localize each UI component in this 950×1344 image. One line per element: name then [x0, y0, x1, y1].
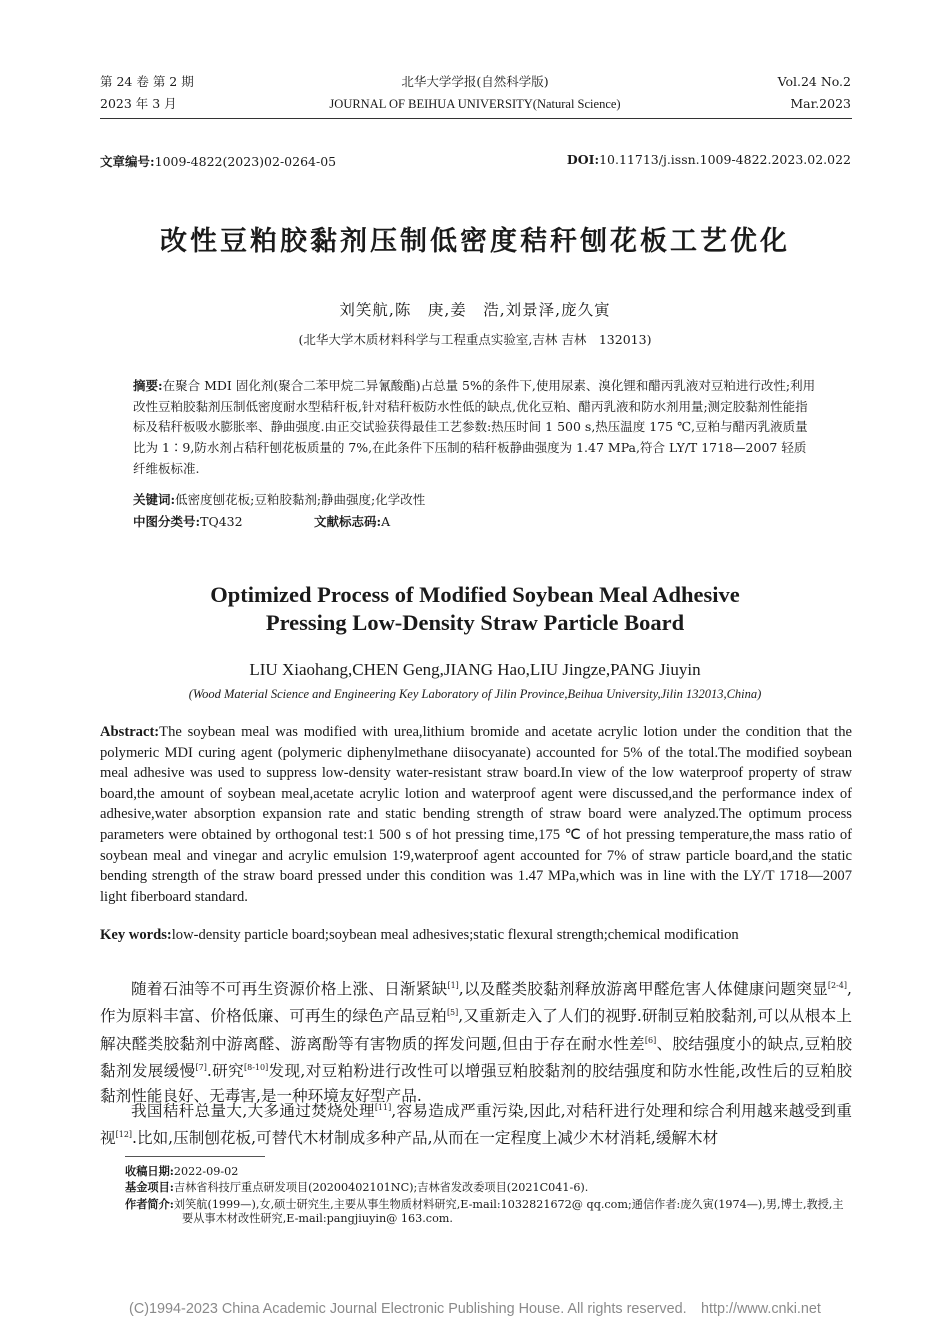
citation: [5] — [446, 1008, 459, 1018]
body-text: .比如,压制刨花板,可替代木材制成多种产品,从而在一定程度上减少木材消耗,缓解木材 — [132, 1129, 719, 1148]
body-text: 、胶结强度小的缺点,豆粕胶黏剂发展缓慢 — [100, 1034, 852, 1081]
header-rule — [100, 118, 852, 119]
clc-label: 中图分类号: — [133, 514, 201, 529]
doc-code-label: 文献标志码: — [314, 514, 382, 529]
citation: [2-4] — [827, 981, 848, 990]
keywords-cn — [133, 490, 818, 511]
keywords-en — [100, 925, 852, 946]
title-cn: 改性豆粕胶黏剂压制低密度秸秆刨花板工艺优化 — [160, 226, 790, 257]
keywords-en-text: low-density particle board;soybean meal adhesives;static flexural strength;chemical modification — [171, 927, 739, 943]
author-value: 刘笑航(1999—),女,硕士研究生,主要从事生物质材料研究,E-mail:1032821672@ qq.com;通信作者:庞久寅(1974—),男,博士,教授,主要从事木材改性研究,E-mail:pangjiuyin@ 163.com. — [173, 1198, 844, 1226]
affiliation-cn: (北华大学木质材料科学与工程重点实验室,吉林 吉林 132013) — [298, 332, 652, 347]
footnote-received — [125, 1164, 852, 1179]
footnote-author — [125, 1197, 852, 1227]
body-paragraph-2 — [100, 1096, 852, 1151]
title-en-line1: Optimized Process of Modified Soybean Meal Adhesive — [210, 582, 740, 607]
header-month-year: Mar.2023 — [790, 96, 851, 111]
abstract-cn-label: 摘要: — [133, 378, 163, 393]
fund-label: 基金项目: — [125, 1180, 174, 1194]
citation: [11] — [374, 1103, 392, 1112]
citation: [8-10] — [244, 1063, 269, 1073]
affiliation-en: (Wood Material Science and Engineering Key Laboratory of Jilin Province,Beihua University,Jilin 132013,China) — [188, 687, 762, 701]
doi-value: 10.11713/j.issn.1009-4822.2023.02.022 — [599, 152, 851, 167]
footnote-rule — [125, 1156, 265, 1157]
doi-label: DOI: — [566, 152, 600, 167]
body-text: 我国秸秆总量大,大多通过焚烧处理 — [131, 1102, 375, 1120]
body-text: ,又重新走入了人们的视野.研制豆粕胶黏剂,可以从根本上解决醛类胶黏剂中游离醛、游离酚等有害物质的挥发问题,但由于存在耐水性差 — [100, 1007, 852, 1053]
clc-number — [133, 512, 243, 530]
doi — [567, 152, 851, 167]
body-text: ,以及醛类胶黏剂释放游离甲醛危害人体健康问题突显 — [458, 980, 828, 998]
abstract-en — [100, 722, 852, 907]
body-text: 发现,对豆粕粉进行改性可以增强豆粕胶黏剂的胶结强度和防水性能,改性后的豆粕胶黏剂性能良好、无毒害,是一种环境友好型产品. — [100, 1062, 852, 1105]
received-value: 2022-09-02 — [173, 1165, 239, 1178]
keywords-cn-text: 低密度刨花板;豆粕胶黏剂;静曲强度;化学改性 — [175, 492, 426, 507]
abstract-en-label: Abstract: — [100, 724, 160, 740]
author-label: 作者简介: — [125, 1197, 174, 1211]
body-text: .研究 — [206, 1062, 245, 1081]
footnote-fund — [125, 1180, 852, 1195]
article-number-value: 1009-4822(2023)02-0264-05 — [154, 154, 337, 169]
citation: [6] — [644, 1035, 657, 1045]
keywords-en-label: Key words: — [100, 927, 172, 943]
body-text: ,容易造成严重污染,因此,对秸秆进行处理和综合利用越来越受到重视 — [100, 1102, 852, 1148]
abstract-cn — [133, 376, 818, 480]
abstract-en-text: The soybean meal was modified with urea,lithium bromide and acetate acrylic lotion under the condition that the polymeric MDI curing agent (polymeric diphenylmethane diisocyanate) accounted for 5% of the total.The modified soybean meal adhesive was used to suppress low-density water-resistant straw board.In view of the low waterproof property of straw board,the amount of soybean meal,acetate acrylic lotion and waterproof agent were discussed,and the performance index of adhesive,water absorption expansion rate and static bending strength of straw board were analyzed.The optimum process parameters were obtained by orthogonal test:1 500 s of hot pressing time,175 ℃ of hot pressing temperature,the mass ratio of soybean meal and vinegar and acrylic emulsion 1∶9,waterproof agent accounted for 7% of straw particle board,and the static bending strength of the straw board pressed under this condition was 1.47 MPa,which was in line with the LY/T 1718—2007 light fiberboard standard. — [100, 724, 852, 905]
article-number — [100, 152, 336, 170]
body-paragraph-1 — [100, 974, 852, 1108]
body-text: ,作为原料丰富、价格低廉、可再生的绿色产品豆粕 — [100, 980, 852, 1026]
clc-value: TQ432 — [200, 514, 243, 529]
authors-cn: 刘笑航,陈 庚,姜 浩,刘景泽,庞久寅 — [339, 301, 611, 319]
body-text: 随着石油等不可再生资源价格上涨、日渐紧缺 — [131, 980, 448, 998]
abstract-cn-text: 在聚合 MDI 固化剂(聚合二苯甲烷二异氰酸酯)占总量 5%的条件下,使用尿素、溴化锂和醋丙乳液对豆粕进行改性;利用改性豆粕胶黏剂压制低密度耐水型秸秆板,针对秸秆板防水性低的缺点,优化豆粕、醋丙乳液和防水剂用量;测定胶黏剂性能指标及秸秆板吸水膨胀率、静曲强度.由正交试验获得最佳工艺参数:热压时间 1 500 s,热压温度 175 ℃,豆粕与醋丙乳液质量比为 1∶9,防水剂占秸秆刨花板质量的 7%,在此条件下压制的秸秆板静曲强度为 1.47 MPa,符合 LY/T 1718—2007 轻质纤维板标准. — [133, 378, 816, 476]
document-code — [314, 512, 390, 530]
copyright-notice: (C)1994-2023 China Academic Journal Electronic Publishing House. All rights reserved. http://www.cnki.net — [129, 1301, 821, 1317]
citation: [1] — [447, 981, 459, 990]
article-number-label: 文章编号: — [100, 154, 155, 169]
title-en-line2: Pressing Low-Density Straw Particle Board — [265, 610, 685, 635]
header-vol-no: Vol.24 No.2 — [777, 74, 851, 89]
header-journal-cn: 北华大学学报(自然科学版) — [401, 74, 549, 89]
header-date: 2023 年 3 月 — [100, 96, 177, 111]
doc-code-value: A — [381, 514, 391, 529]
header-volume-issue: 第 24 卷 第 2 期 — [100, 74, 194, 89]
header-journal-en: JOURNAL OF BEIHUA UNIVERSITY(Natural Science) — [329, 97, 621, 111]
title-en — [0, 581, 950, 637]
citation: [7] — [195, 1063, 207, 1073]
received-label: 收稿日期: — [125, 1164, 174, 1178]
keywords-cn-label: 关键词: — [133, 492, 176, 507]
authors-en: LIU Xiaohang,CHEN Geng,JIANG Hao,LIU Jingze,PANG Jiuyin — [249, 660, 701, 679]
citation: [12] — [115, 1130, 133, 1140]
fund-value: 吉林省科技厅重点研发项目(20200402101NC);吉林省发改委项目(2021C041-6). — [173, 1181, 589, 1194]
